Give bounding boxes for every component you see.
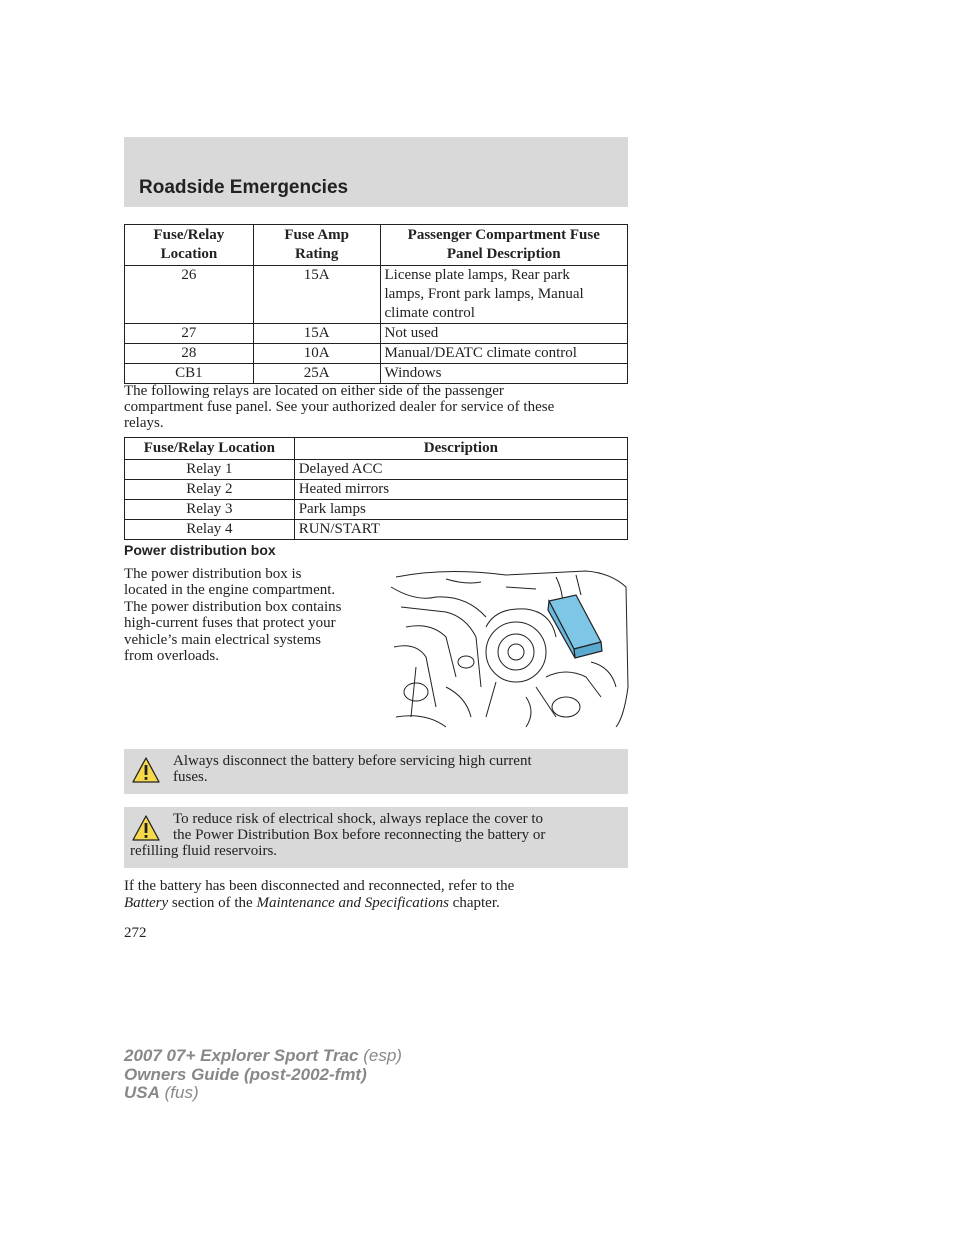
table-row — [125, 266, 628, 324]
table-row — [125, 500, 628, 520]
column-header-location: Fuse/Relay Location — [125, 438, 295, 460]
fuse-box-highlight — [548, 595, 602, 658]
table-row — [125, 520, 628, 540]
relay-table — [124, 437, 628, 540]
battery-section-reference: Battery — [124, 894, 169, 911]
fuse-location: 28 — [125, 344, 254, 364]
column-header-location: Fuse/Relay Location — [125, 225, 254, 266]
fuse-rating: 15A — [253, 266, 380, 324]
relay-location: Relay 1 — [125, 460, 295, 480]
section-heading-power-distribution: Power distribution box — [124, 542, 276, 558]
relay-location: Relay 2 — [125, 480, 295, 500]
fuse-rating: 10A — [253, 344, 380, 364]
fuse-description: License plate lamps, Rear park lamps, Front park lamps, Manual climate control — [380, 266, 627, 324]
fuse-description: Manual/DEATC climate control — [380, 344, 627, 364]
fuse-rating: 15A — [253, 324, 380, 344]
column-header-rating: Fuse Amp Rating — [253, 225, 380, 266]
relay-note: The following relays are located on either side of the passenger compartment fuse panel. See your authorized dealer for service of these relays. — [124, 383, 555, 431]
column-header-description: Description — [294, 438, 627, 460]
fuse-table — [124, 224, 628, 384]
column-header-description: Passenger Compartment Fuse Panel Description — [380, 225, 627, 266]
engine-compartment-illustration — [386, 567, 630, 732]
table-header-row — [125, 438, 628, 460]
document-footer: 2007 07+ Explorer Sport Trac (esp) Owners Guide (post-2002-fmt) USA (fus) — [124, 1046, 402, 1102]
warning-text-line: refilling fluid reservoirs. — [130, 843, 278, 859]
warning-box-battery — [124, 749, 628, 794]
fuse-location: 26 — [125, 266, 254, 324]
table-row — [125, 344, 628, 364]
section-header — [124, 137, 628, 207]
warning-text-line: the Power Distribution Box before reconnecting the battery or — [173, 827, 546, 843]
table-header-row — [125, 225, 628, 266]
fuse-rating: 25A — [253, 364, 380, 384]
relay-description: Heated mirrors — [294, 480, 627, 500]
power-distribution-description: The power distribution box is located in the engine compartment. The power distribution box contains high-current fuses that protect your vehicle’s main electrical systems from overloads. — [124, 566, 342, 665]
table-row — [125, 480, 628, 500]
fuse-location: CB1 — [125, 364, 254, 384]
warning-text-line: To reduce risk of electrical shock, always replace the cover to — [173, 811, 544, 827]
warning-triangle-icon — [131, 814, 161, 842]
page-number: 272 — [124, 925, 147, 941]
page-title: Roadside Emergencies — [139, 177, 349, 198]
relay-description: Park lamps — [294, 500, 627, 520]
relay-description: Delayed ACC — [294, 460, 627, 480]
warning-triangle-icon — [131, 756, 161, 784]
table-row — [125, 460, 628, 480]
battery-note: If the battery has been disconnected and reconnected, refer to the Battery section of the Maintenance and Specifications chapter. — [124, 878, 515, 911]
warning-text: Always disconnect the battery before servicing high current fuses. — [173, 753, 532, 786]
fuse-description: Windows — [380, 364, 627, 384]
table-row — [125, 364, 628, 384]
relay-location: Relay 4 — [125, 520, 295, 540]
fuse-location: 27 — [125, 324, 254, 344]
warning-box-electrical-shock — [124, 807, 628, 868]
table-row — [125, 324, 628, 344]
chapter-reference: Maintenance and Specifications — [256, 894, 449, 911]
relay-description: RUN/START — [294, 520, 627, 540]
relay-location: Relay 3 — [125, 500, 295, 520]
fuse-description: Not used — [380, 324, 627, 344]
